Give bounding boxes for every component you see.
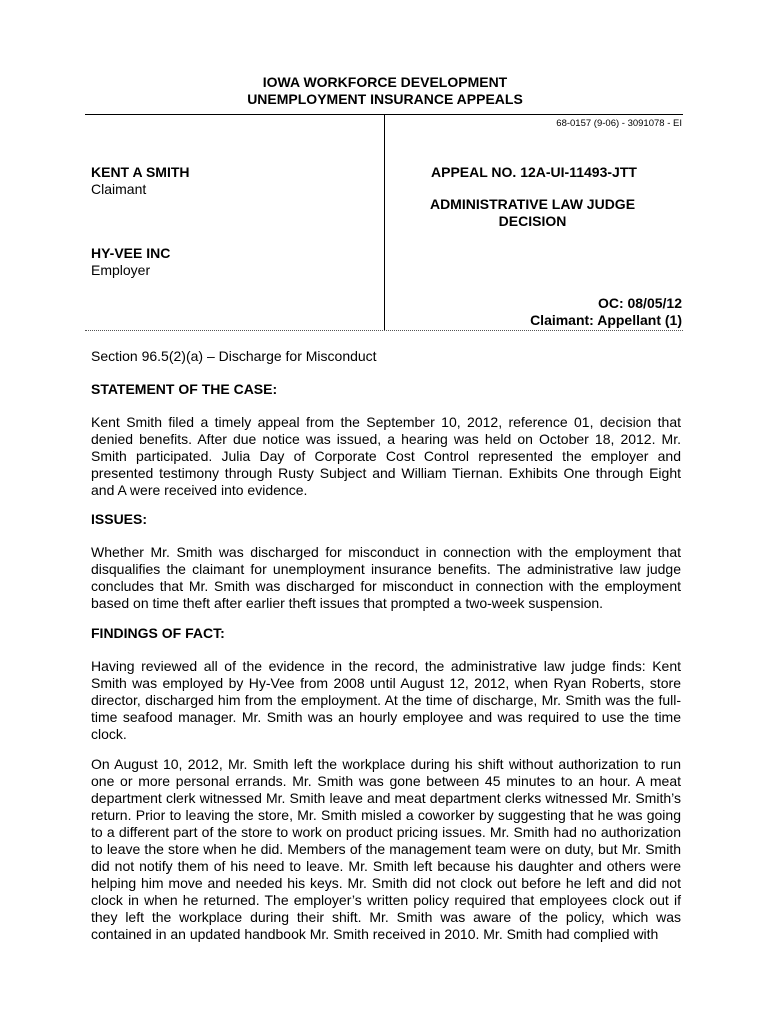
issues-paragraph: Whether Mr. Smith was discharged for misconduct in connection with the employment that disqualifies the claimant for unemployment insurance benefits. The administrative law judge concludes that Mr. Smith was discharged for misconduct in connection with the employment based on time theft after earlier theft issues that prompted a two-week suspension.: [91, 544, 681, 611]
section-reference: Section 96.5(2)(a) – Discharge for Misconduct: [91, 348, 377, 364]
division-title: UNEMPLOYMENT INSURANCE APPEALS: [247, 91, 523, 107]
findings-heading: FINDINGS OF FACT:: [91, 625, 225, 641]
claimant-name: KENT A SMITH: [91, 164, 190, 180]
oc-date: OC: 08/05/12: [597, 295, 682, 311]
findings-paragraph-2: On August 10, 2012, Mr. Smith left the workplace during his shift without authorization to run one or more personal errands. Mr. Smith was gone between 45 minutes to an hour. A meat department clerk witnessed Mr. Smith leave and meat department clerks witnessed Mr. Smith’s return. Prior to leaving the store, Mr. Smith misled a coworker by suggesting that he was going to a different part of the store to work on product pricing issues. Mr. Smith had no authorization to leave the store when he did. Members of the management team were on duty, but Mr. Smith did not notify them of his need to leave. Mr. Smith left because his daughter and others were helping him move and needed his keys. Mr. Smith did not clock out before he left and did not clock in when he returned. The employer’s written policy required that employees clock out if they left the workplace during their shift. Mr. Smith was aware of the policy, which was contained in an updated handbook Mr. Smith received in 2010. Mr. Smith had complied with: [91, 756, 681, 942]
decision-title-line2: DECISION: [498, 213, 567, 229]
appeal-number: APPEAL NO. 12A-UI-11493-JTT: [431, 164, 637, 180]
caption-bottom-rule: [85, 330, 683, 331]
claimant-status: Claimant: Appellant (1): [530, 312, 682, 328]
findings-paragraph-1: Having reviewed all of the evidence in the record, the administrative law judge finds: Kent Smith was employed by Hy-Vee from 2008 until August 12, 2012, when Ryan Roberts, store director, discharged him from the employment. At the time of discharge, Mr. Smith was the full-time seafood manager. Mr. Smith was an hourly employee and was required to use the time clock.: [91, 658, 681, 742]
claimant-role: Claimant: [91, 181, 147, 197]
form-number: 68-0157 (9-06) - 3091078 - EI: [556, 118, 682, 129]
employer-role: Employer: [91, 262, 151, 278]
statement-heading: STATEMENT OF THE CASE:: [91, 381, 278, 397]
agency-title: IOWA WORKFORCE DEVELOPMENT: [262, 74, 508, 90]
decision-title-line1: ADMINISTRATIVE LAW JUDGE: [429, 196, 636, 212]
issues-heading: ISSUES:: [91, 511, 148, 527]
statement-paragraph: Kent Smith filed a timely appeal from the September 10, 2012, reference 01, decision that denied benefits. After due notice was issued, a hearing was held on October 18, 2012. Mr. Smith participated. Julia Day of Corporate Cost Control represented the employer and presented testimony through Rusty Subject and William Tiernan. Exhibits One through Eight and A were received into evidence.: [91, 414, 681, 498]
employer-name: HY-VEE INC: [91, 245, 171, 261]
